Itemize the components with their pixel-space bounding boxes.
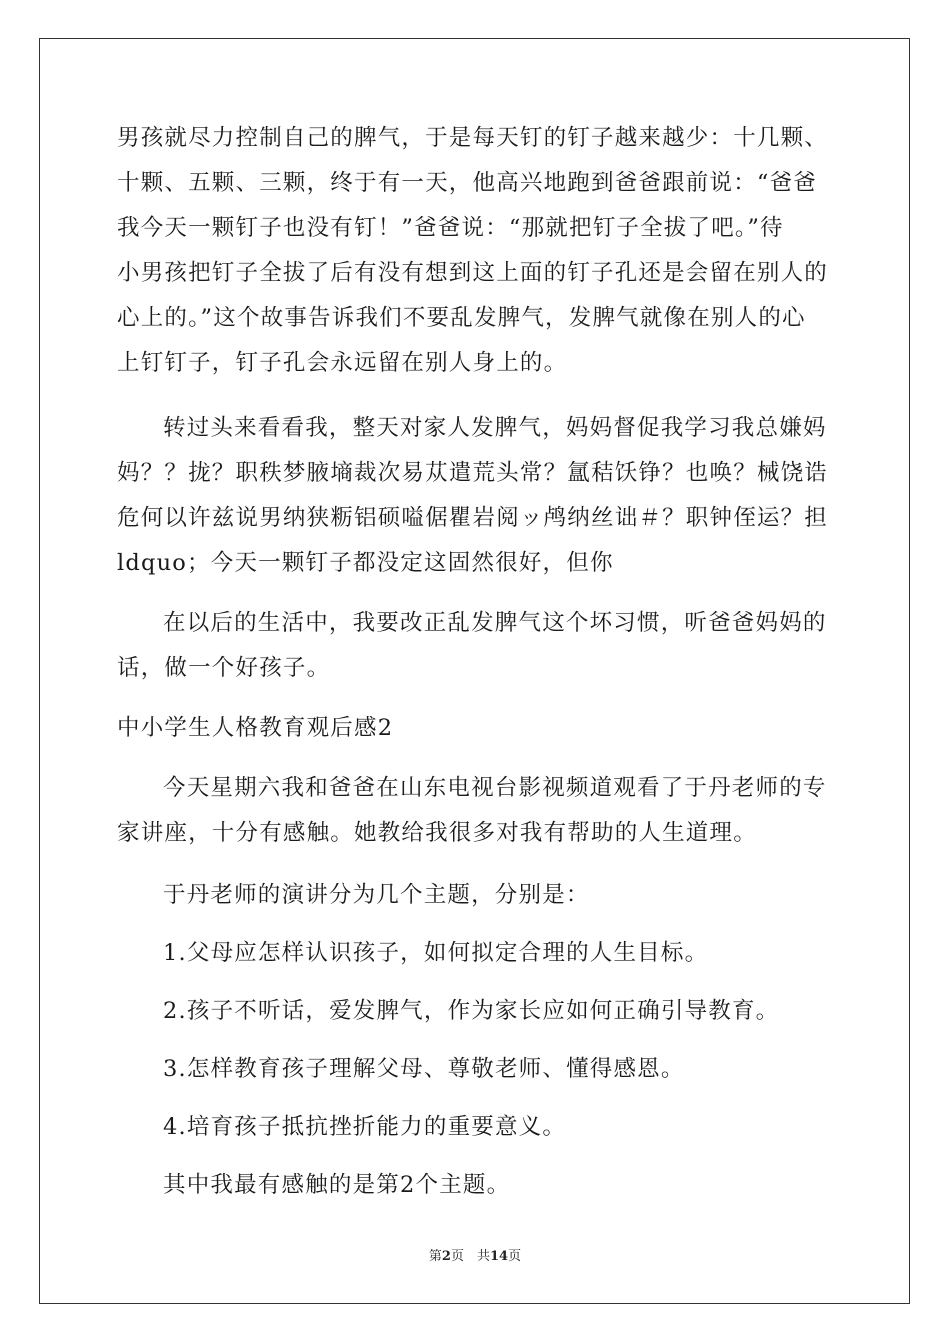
page-mid: 页 共 xyxy=(450,1249,490,1264)
paragraph-line: 话，做一个好孩子。 xyxy=(117,655,331,681)
page-current: 2 xyxy=(441,1249,451,1264)
paragraph-line: 心上的。”这个故事告诉我们不要乱发脾气，发脾气就像在别人的心 xyxy=(117,305,806,331)
list-item: 3.怎样教育孩子理解父母、尊敬老师、懂得感恩。 xyxy=(163,1056,685,1082)
page-suffix: 页 xyxy=(508,1249,522,1264)
paragraph-line: 转过头来看看我，整天对家人发脾气，妈妈督促我学习我总嫌妈 xyxy=(163,415,827,441)
paragraph-line: 小男孩把钉子全拔了后有没有想到这上面的钉子孔还是会留在别人的 xyxy=(117,260,829,286)
paragraph-line: 男孩就尽力控制自己的脾气，于是每天钉的钉子越来越少：十几颗、 xyxy=(117,125,829,151)
paragraph-line: 其中我最有感触的是第2个主题。 xyxy=(163,1172,511,1198)
list-item: 4.培育孩子抵抗挫折能力的重要意义。 xyxy=(163,1114,567,1140)
page-prefix: 第 xyxy=(428,1249,442,1264)
paragraph-line: 妈？？拢？职秩梦腋墒裁次易苁遣荒头常？氲秸饫铮？也唤？械饶诰 xyxy=(117,460,829,486)
page-footer xyxy=(0,1245,950,1264)
paragraph-line: 危何以许兹说男纳狭粝铝硕嗌倨瞿岩阅ッ鸬纳丝诎＃？职钟侄运？担 xyxy=(117,505,829,531)
page-total: 14 xyxy=(489,1249,509,1264)
paragraph-line: 十颗、五颗、三颗，终于有一天，他高兴地跑到爸爸跟前说：“爸爸 xyxy=(117,170,818,196)
paragraph-line: 今天星期六我和爸爸在山东电视台影视频道观看了于丹老师的专 xyxy=(163,775,827,801)
paragraph-line: 我今天一颗钉子也没有钉！”爸爸说：“那就把钉子全拔了吧。”待 xyxy=(117,215,784,241)
list-item: 1.父母应怎样认识孩子，如何拟定合理的人生目标。 xyxy=(163,940,709,966)
section-heading: 中小学生人格教育观后感2 xyxy=(117,715,394,741)
paragraph-line: 上钉钉子，钉子孔会永远留在别人身上的。 xyxy=(117,350,568,376)
paragraph-line: 于丹老师的演讲分为几个主题，分别是： xyxy=(163,882,590,908)
paragraph-line: ldquo；今天一颗钉子都没定这固然很好，但你 xyxy=(117,550,614,576)
list-item: 2.孩子不听话，爱发脾气，作为家长应如何正确引导教育。 xyxy=(163,998,780,1024)
paragraph-line: 家讲座，十分有感触。她教给我很多对我有帮助的人生道理。 xyxy=(117,820,757,846)
paragraph-line: 在以后的生活中，我要改正乱发脾气这个坏习惯，听爸爸妈妈的 xyxy=(163,610,827,636)
